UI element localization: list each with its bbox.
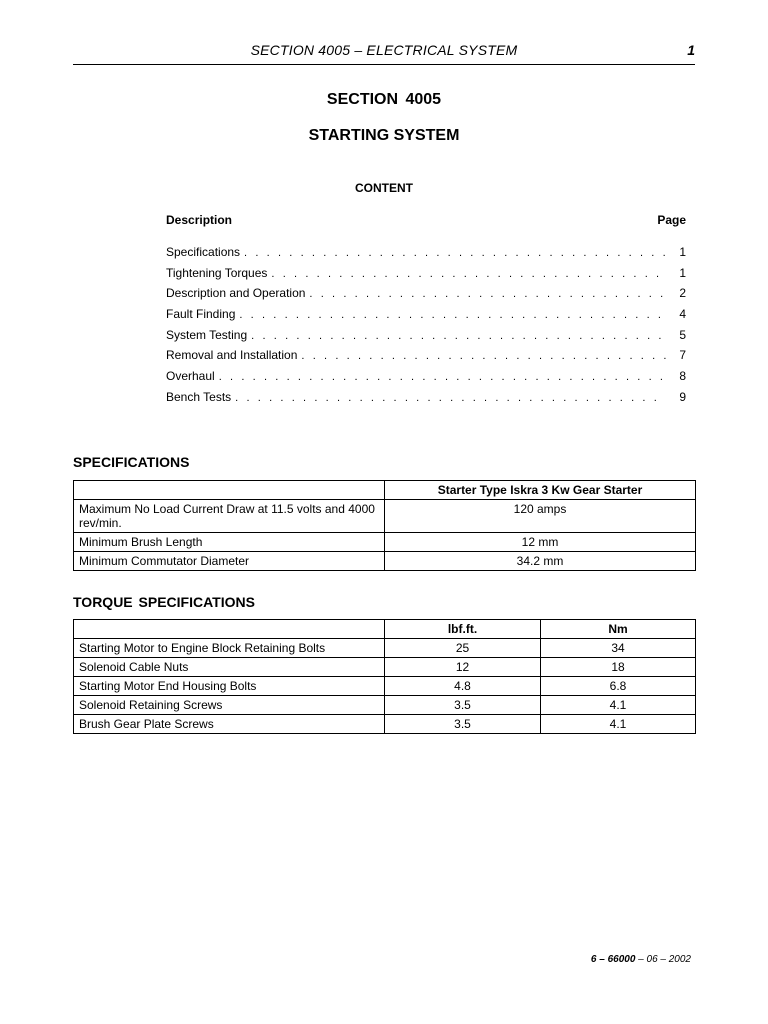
lbf-column-header: lbf.ft. [385, 620, 541, 639]
toc-entry-page: 4 [679, 307, 686, 322]
table-of-contents [166, 213, 686, 411]
section-subtitle: STARTING SYSTEM [308, 127, 460, 144]
table-cell-empty [74, 620, 385, 639]
torque-label: Solenoid Cable Nuts [74, 658, 385, 677]
toc-entry-page: 8 [679, 369, 686, 384]
toc-description-header: Description [166, 213, 233, 227]
specifications-heading: SPECIFICATIONS [73, 454, 190, 470]
table-row [74, 696, 696, 715]
toc-entry-page: 1 [679, 265, 686, 280]
footer-date: – 06 – 2002 [635, 954, 691, 965]
toc-entry-label: Specifications [166, 245, 241, 259]
toc-entry[interactable] [166, 307, 686, 328]
toc-header [166, 213, 686, 231]
toc-entry-page: 2 [679, 286, 686, 301]
toc-entry-label: System Testing [166, 327, 248, 342]
toc-entry[interactable] [166, 348, 686, 369]
torque-lbf-value: 3.5 [385, 715, 541, 734]
page-footer [591, 954, 691, 965]
table-row [74, 715, 696, 734]
toc-entry[interactable] [166, 266, 686, 287]
torque-nm-value: 6.8 [541, 677, 696, 696]
toc-leader-dots [301, 350, 666, 362]
table-row [74, 533, 696, 552]
table-row [74, 500, 696, 533]
toc-entry-label: Fault Finding [166, 307, 236, 322]
toc-entry[interactable] [166, 390, 686, 411]
toc-leader-dots [271, 268, 666, 280]
torque-nm-value: 18 [541, 658, 696, 677]
torque-nm-value: 4.1 [541, 696, 696, 715]
header-page-number: 1 [687, 42, 695, 58]
running-header [73, 42, 695, 65]
nm-column-header: Nm [541, 620, 696, 639]
torque-label: Solenoid Retaining Screws [74, 696, 385, 715]
toc-leader-dots [239, 309, 666, 321]
spec-value: 34.2 mm [385, 552, 696, 571]
table-cell-empty [74, 481, 385, 500]
spec-value: 12 mm [385, 533, 696, 552]
spec-label: Minimum Commutator Diameter [74, 552, 385, 571]
toc-entry[interactable] [166, 369, 686, 390]
toc-entry-label: Tightening Torques [166, 265, 268, 280]
table-row [74, 677, 696, 696]
torque-nm-value: 34 [541, 639, 696, 658]
toc-leader-dots [235, 392, 666, 404]
table-row [74, 639, 696, 658]
footer-document-code: 6 – 66000 [590, 954, 636, 965]
toc-leader-dots [219, 371, 666, 383]
table-row [74, 658, 696, 677]
starter-type-header: Starter Type Iskra 3 Kw Gear Starter [385, 481, 696, 500]
toc-entry-label: Overhaul [166, 369, 215, 384]
specifications-table [73, 480, 696, 571]
torque-lbf-value: 12 [385, 658, 541, 677]
table-row [74, 552, 696, 571]
toc-page-header: Page [657, 213, 686, 227]
toc-entry[interactable] [166, 328, 686, 349]
torque-label: Starting Motor End Housing Bolts [74, 677, 385, 696]
toc-entry-page: 9 [679, 389, 686, 404]
toc-leader-dots [244, 247, 666, 259]
torque-label: Starting Motor to Engine Block Retaining Bolts [74, 639, 385, 658]
spec-label: Maximum No Load Current Draw at 11.5 volts and 4000 rev/min. [74, 500, 385, 533]
torque-lbf-value: 3.5 [385, 696, 541, 715]
torque-lbf-value: 4.8 [385, 677, 541, 696]
toc-entry-page: 7 [679, 348, 686, 363]
table-header-row [74, 481, 696, 500]
toc-entry[interactable] [166, 245, 686, 266]
spec-label: Minimum Brush Length [74, 533, 385, 552]
toc-entry[interactable] [166, 286, 686, 307]
torque-specifications-heading: TORQUE SPECIFICATIONS [73, 594, 255, 610]
section-title: SECTION 4005 [326, 91, 442, 108]
toc-leader-dots [251, 330, 666, 342]
toc-entry-page: 1 [679, 245, 686, 259]
header-title: SECTION 4005 – ELECTRICAL SYSTEM [250, 42, 518, 58]
spec-value: 120 amps [385, 500, 696, 533]
content-heading: CONTENT [355, 181, 413, 195]
torque-table [73, 619, 696, 734]
toc-entry-page: 5 [679, 327, 686, 342]
toc-entry-label: Bench Tests [166, 389, 232, 404]
torque-lbf-value: 25 [385, 639, 541, 658]
toc-entry-label: Removal and Installation [166, 348, 298, 363]
torque-nm-value: 4.1 [541, 715, 696, 734]
torque-label: Brush Gear Plate Screws [74, 715, 385, 734]
table-header-row [74, 620, 696, 639]
toc-leader-dots [309, 288, 666, 300]
toc-entry-label: Description and Operation [166, 286, 306, 301]
